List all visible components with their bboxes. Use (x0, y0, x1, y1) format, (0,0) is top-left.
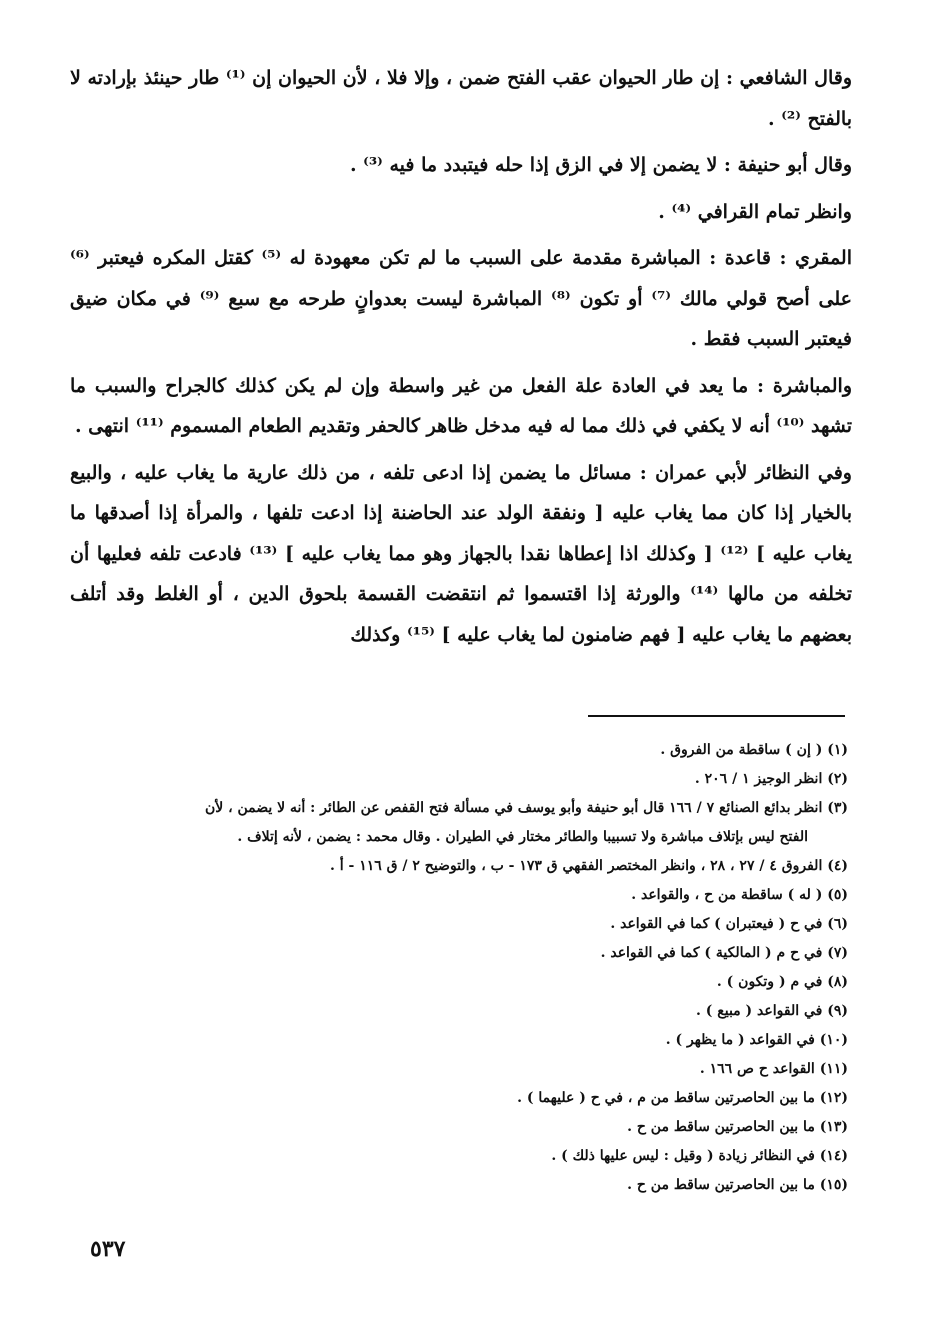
footnote-15: (١٥) ما بين الحاصرتين ساقط من ح . (627, 1177, 848, 1193)
footnote-13: (١٣) ما بين الحاصرتين ساقط من ح . (627, 1119, 848, 1135)
paragraph-mubashara: والمباشرة : ما يعد في العادة علة الفعل من غير واسطة وإن لم يكن كذلك كالجراح والسبب ما تشهد ⁽¹⁰⁾ أنه لا يكفي في ذلك مما له فيه مدخل ظاهر كالحفر وتقديم الطعام المسموم ⁽¹¹⁾ انتهى . (70, 374, 852, 437)
footnote-14: (١٤) في النظائر زيادة ( وقيل : ليس عليها ذلك ) . (551, 1148, 848, 1164)
footnote-9: (٩) في القواعد ( مبيع ) . (696, 1003, 848, 1019)
footnotes (78, 736, 848, 1200)
footnote-12: (١٢) ما بين الحاصرتين ساقط من م ، في ح ( عليهما ) . (517, 1090, 848, 1106)
footnote-separator (588, 715, 845, 717)
paragraph-nazair: وفي النظائر لأبي عمران : مسائل ما يضمن إذا ادعى تلفه ، من ذلك عارية ما يغاب عليه ، والبيع بالخيار إذا كان مما يغاب عليه [ ونفقة الولد عند الحاضنة إذا ادعت تلفها ، والمرأة إذا أصدقها ما يغاب عليه ] ⁽¹²⁾ [ وكذلك اذا إعطاها نقدا بالجهاز وهو مما يغاب عليه ] ⁽¹³⁾ فادعت تلفه فعليها أن تخلفه من مالها ⁽¹⁴⁾ والورثة إذا اقتسموا ثم انتقضت القسمة بلحوق الدين ، أو الغلط وقد أتلف بعضهم ما يغاب عليه [ فهم ضامنون لما يغاب عليه ] ⁽¹⁵⁾ وكذلك (70, 461, 853, 646)
paragraph-abu-hanifa: وقال أبو حنيفة : لا يضمن إلا في الزق إذا حله فيتبدد ما فيه ⁽³⁾ . (349, 154, 852, 176)
main-text (70, 58, 852, 655)
footnote-7: (٧) في ح م ( المالكية ) كما في القواعد . (600, 945, 848, 961)
footnote-3-continued: الفتح ليس بإتلاف مباشرة ولا تسبيبا والطائر مختار في الطيران . وقال محمد : يضمن ، لأنه إتلاف . (237, 829, 808, 845)
paragraph-maqqari-rule: المقري : قاعدة : المباشرة مقدمة على السبب ما لم تكن معهودة له ⁽⁵⁾ كقتل المكره فيعتبر ⁽⁶⁾ على أصح قولي مالك ⁽⁷⁾ أو تكون ⁽⁸⁾ المباشرة ليست بعدوانٍ طرحه مع سبع ⁽⁹⁾ في مكان ضيق فيعتبر السبب فقط . (70, 247, 852, 350)
footnote-5: (٥) ( له ) ساقطة من ح ، والقواعد . (631, 887, 848, 903)
footnote-6: (٦) في ح ( فيعتبران ) كما في القواعد . (610, 916, 848, 932)
footnote-10: (١٠) في القواعد ( ما يظهر ) . (665, 1032, 848, 1048)
footnote-8: (٨) في م ( وتكون ) . (716, 974, 848, 990)
paragraph-shafii: وقال الشافعي : إن طار الحيوان عقب الفتح ضمن ، وإلا فلا ، لأن الحيوان إن ⁽¹⁾ طار حينئذ بإرادته لا بالفتح ⁽²⁾ . (70, 67, 852, 130)
footnote-11: (١١) القواعد ح ص ١٦٦ . (699, 1061, 848, 1077)
footnote-3: (٣) انظر بدائع الصنائع ٧ / ١٦٦ قال أبو حنيفة وأبو يوسف في مسألة فتح القفص عن الطائر : أنه لا يضمن ، لأن (204, 800, 848, 816)
footnote-1: (١) ( إن ) ساقطة من الفروق . (660, 742, 848, 758)
page-number: ٥٣٧ (90, 1236, 126, 1262)
footnote-4: (٤) الفروق ٤ / ٢٧ ، ٢٨ ، وانظر المختصر الفقهي ق ١٧٣ - ب ، والتوضيح ٢ / ق ١١٦ - أ . (330, 858, 848, 874)
footnote-2: (٢) انظر الوجيز ١ / ٢٠٦ . (694, 771, 848, 787)
paragraph-qarafi: وانظر تمام القرافي ⁽⁴⁾ . (658, 200, 852, 223)
